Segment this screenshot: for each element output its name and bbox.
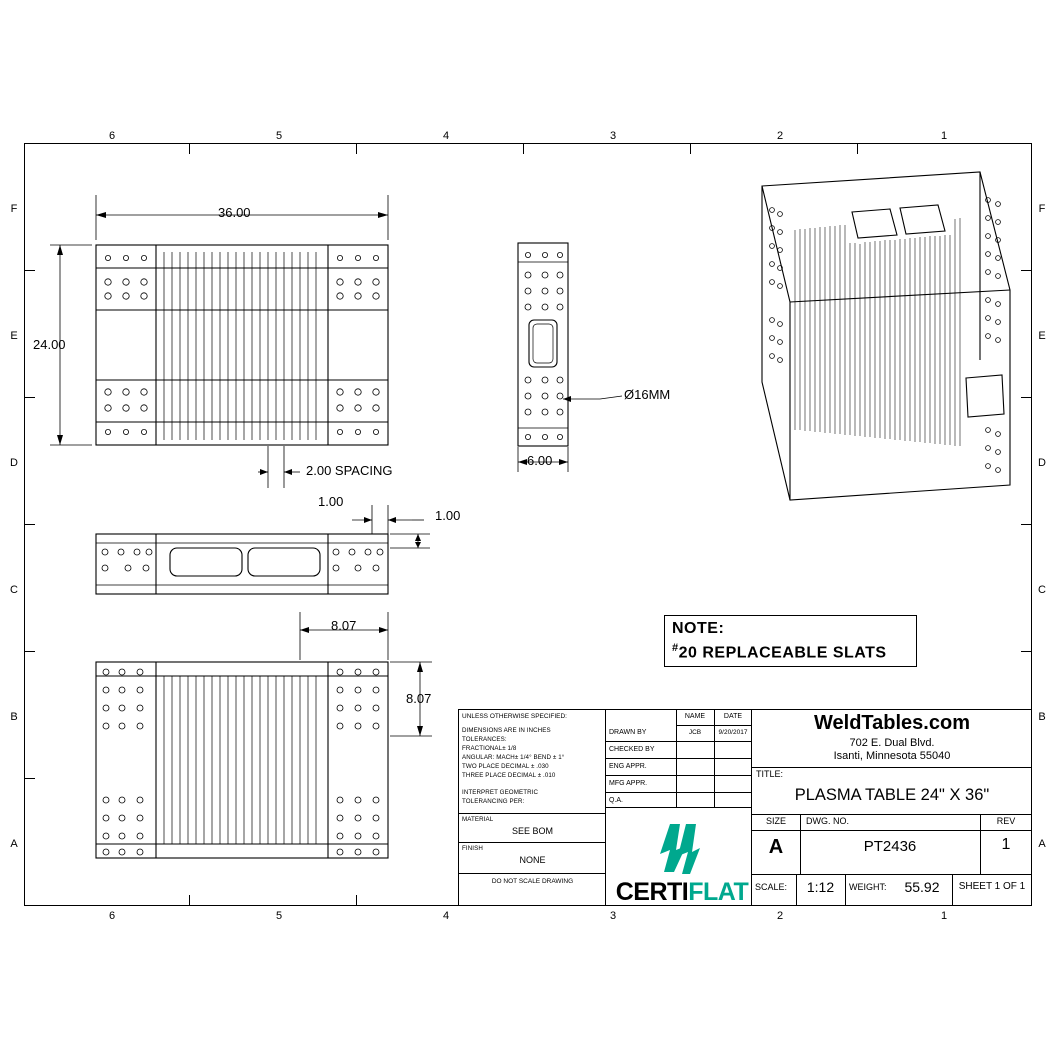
zone-label-left-c: C — [10, 584, 18, 596]
dim-height-label: 24.00 — [33, 337, 66, 352]
dim-width-label: 36.00 — [218, 205, 251, 220]
scale-weight-sheet-row — [752, 874, 1032, 906]
tolerance-line-3: FRACTIONAL± 1/8 — [462, 745, 517, 752]
dwg-no-value: PT2436 — [863, 838, 917, 855]
dim-hole-dia-label: Ø16MM — [624, 387, 671, 402]
dim-offset-b-label: 1.00 — [435, 508, 461, 523]
logo-text-certi: CERTI — [615, 878, 689, 906]
company-address-1: 702 E. Dual Blvd. — [849, 737, 935, 749]
logo-text-flat: FLAT — [688, 878, 749, 906]
view-bottom-plan — [96, 612, 432, 858]
dim-corner-x-label: 8.07 — [331, 618, 357, 633]
tolerance-line-1: DIMENSIONS ARE IN INCHES — [462, 727, 551, 734]
row-date-drawn-by: 9/20/2017 — [718, 729, 748, 736]
zone-label-bottom-3: 3 — [609, 910, 617, 922]
dim-spacing-label: 2.00 SPACING — [306, 463, 393, 478]
sheet-label: SHEET 1 OF 1 — [958, 881, 1026, 892]
logo-cell — [606, 808, 752, 906]
dim-corner-y-label: 8.07 — [406, 691, 432, 706]
col-header-name: NAME — [684, 713, 706, 720]
finish-label: FINISH — [462, 845, 483, 852]
weight-label: WEIGHT: — [849, 882, 887, 892]
scale-label: SCALE: — [755, 882, 788, 892]
row-label-checked-by: CHECKED BY — [609, 746, 655, 753]
rev-label: REV — [996, 816, 1016, 826]
material-label: MATERIAL — [462, 816, 494, 823]
zone-label-bottom-2: 2 — [776, 910, 784, 922]
note-text-wrap — [672, 642, 887, 662]
dim-side-width-label: 6.00 — [527, 453, 553, 468]
title-block-left — [459, 710, 606, 906]
tolerance-line-6: THREE PLACE DECIMAL ± .010 — [462, 772, 556, 779]
dim-offset-a-label: 1.00 — [318, 494, 344, 509]
zone-label-right-b: B — [1038, 711, 1046, 723]
note-sup: # — [672, 642, 679, 654]
view-end-elevation — [518, 243, 622, 472]
col-header-date: DATE — [723, 713, 743, 720]
tolerance-line-2: TOLERANCES: — [462, 736, 507, 743]
finish-value: NONE — [519, 855, 546, 865]
zone-label-top-5: 5 — [275, 130, 283, 142]
interpret-line-2: TOLERANCING PER: — [462, 798, 525, 805]
interpret-line-1: INTERPRET GEOMETRIC — [462, 789, 539, 796]
title-block-right — [752, 710, 1032, 906]
zone-label-right-d: D — [1038, 457, 1046, 469]
zone-label-left-b: B — [10, 711, 18, 723]
view-top-plan — [50, 195, 388, 488]
unless-specified-label: UNLESS OTHERWISE SPECIFIED: — [462, 713, 567, 720]
zone-label-top-6: 6 — [108, 130, 116, 142]
size-value: A — [768, 836, 784, 858]
title-label: TITLE: — [756, 769, 784, 779]
row-label-drawn-by: DRAWN BY — [609, 729, 647, 736]
zone-label-bottom-5: 5 — [275, 910, 283, 922]
approvals-grid — [606, 710, 752, 808]
row-label-mfg-appr: MFG APPR. — [609, 780, 648, 787]
scale-value: 1:12 — [806, 879, 835, 895]
dwg-no-label: DWG. NO. — [806, 816, 849, 826]
material-value: SEE BOM — [511, 826, 553, 836]
row-name-drawn-by: JCB — [688, 729, 702, 736]
zone-label-top-1: 1 — [940, 130, 948, 142]
tolerance-line-5: TWO PLACE DECIMAL ± .030 — [462, 763, 549, 770]
tolerance-line-4: ANGULAR: MACH± 1/4° BEND ± 1° — [462, 754, 565, 761]
rev-value: 1 — [1001, 836, 1011, 853]
do-not-scale-label: DO NOT SCALE DRAWING — [491, 878, 574, 885]
weight-value: 55.92 — [904, 879, 940, 895]
zone-label-top-3: 3 — [609, 130, 617, 142]
zone-label-right-a: A — [1038, 838, 1046, 850]
title-block — [458, 709, 1032, 906]
zone-label-right-c: C — [1038, 584, 1046, 596]
zone-label-bottom-1: 1 — [940, 910, 948, 922]
drawing-title: PLASMA TABLE 24" X 36" — [794, 786, 990, 804]
row-label-qa: Q.A. — [609, 797, 624, 804]
company-name: WeldTables.com — [814, 712, 970, 734]
zone-label-top-4: 4 — [442, 130, 450, 142]
company-address-2: Isanti, Minnesota 55040 — [833, 750, 951, 762]
zone-label-left-a: A — [10, 838, 18, 850]
zone-label-bottom-4: 4 — [442, 910, 450, 922]
logo-wordmark — [602, 878, 762, 907]
zone-label-left-e: E — [10, 330, 18, 342]
zone-label-right-f: F — [1038, 203, 1046, 215]
note-text: 20 REPLACEABLE SLATS — [678, 644, 887, 662]
note-title: NOTE: — [672, 620, 725, 637]
zone-label-left-f: F — [10, 203, 18, 215]
size-dwg-rev-row — [752, 814, 1032, 874]
zone-label-bottom-6: 6 — [108, 910, 116, 922]
row-label-eng-appr: ENG APPR. — [609, 763, 647, 770]
zone-label-right-e: E — [1038, 330, 1046, 342]
zone-label-top-2: 2 — [776, 130, 784, 142]
view-front-elevation — [96, 505, 430, 594]
view-isometric — [762, 172, 1010, 500]
zone-label-left-d: D — [10, 457, 18, 469]
size-label: SIZE — [765, 816, 786, 826]
